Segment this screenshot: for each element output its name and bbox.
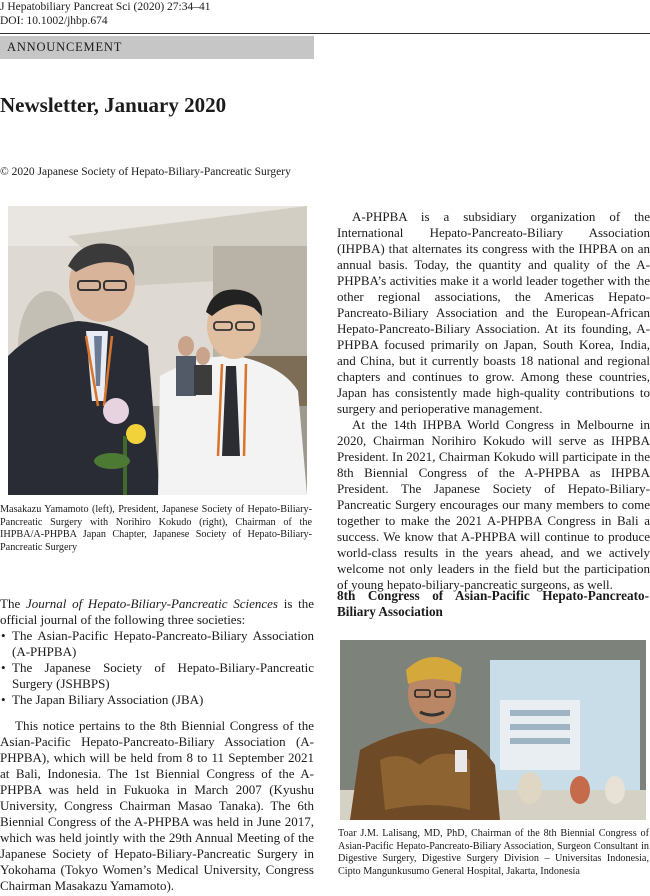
journal-citation: J Hepatobiliary Pancreat Sci (2020) 27:34–41 [0, 1, 211, 13]
journal-intro [0, 596, 314, 708]
congress-notice-paragraph: This notice pertains to the 8th Biennial Congress of the Asian-Pacific Hepato-Pancreato-Biliary Association (A-PHPBA), which will be held from 8 to 11 September 2021 at Bali, Indonesia. The 1st Biennial Congress of the A-PHPBA was held in Fukuoka in March 2007 (Kyushu University, Congress Chairman Masao Tanaka). The 6th Biennial Congress of the A-PHPBA was held in June 2017, which was held jointly with the 29th Annual Meeting of the Japanese Society of Hepato-Biliary-Pancreatic Surgery in Yokohama (Tokyo Women’s Medical University, Congress Chairman Masakazu Yamamoto). [0, 718, 314, 893]
list-item: • The Japanese Society of Hepato-Biliary-Pancreatic Surgery (JSHBPS) [0, 660, 314, 692]
photo-lalisang [340, 640, 646, 820]
figure2-caption: Toar J.M. Lalisang, MD, PhD, Chairman of the 8th Biennial Congress of Asian-Pacific Hepato-Pancreato-Biliary Association, Surgeon Consultant in Digestive Surgery, Digestive Surgery Division – Universitas Indonesia, Cipto Mangunkusumo General Hospital, Jakarta, Indonesia [338, 828, 649, 878]
figure1-caption: Masakazu Yamamoto (left), President, Japanese Society of Hepato-Biliary-Pancreatic Surgery with Norihiro Kokudo (right), Chairman of the IHPBA/A-PHPBA Japan Chapter, Japanese Society of Hepato-Biliary-Pancreatic Surgery [0, 504, 312, 554]
list-item: • The Japan Biliary Association (JBA) [0, 692, 314, 708]
page-title: Newsletter, January 2020 [0, 93, 227, 117]
right-column-text [337, 209, 650, 593]
doi: DOI: 10.1002/jhbp.674 [0, 15, 108, 27]
header-rule [0, 33, 650, 34]
intro-sentence [0, 596, 314, 628]
left-paragraph [0, 718, 314, 894]
list-item: • The Asian-Pacific Hepato-Pancreato-Biliary Association (A-PHPBA) [0, 628, 314, 660]
journal-name: Journal of Hepato-Biliary-Pancreatic Sciences [25, 596, 278, 611]
copyright-line: © 2020 Japanese Society of Hepato-Biliary-Pancreatic Surgery [0, 166, 291, 178]
intro-prefix: The [0, 596, 26, 611]
ihpba-paragraph: At the 14th IHPBA World Congress in Melbourne in 2020, Chairman Norihiro Kokudo will serve as IHPBA President. In 2021, Chairman Kokudo will participate in the 8th Biennial Congress of the A-PHPBA as IHPBA President. The Japanese Society of Hepato-Biliary-Pancreatic Surgery encourages our many members to come together to make the 2021 A-PHPBA Congress in Bali a success. We know that A-PHPBA will continue to produce world-class results in the years ahead, and we actively welcome not only leaders in the field but the participation of young hepato-biliary-pancreatic surgeons, as well. [337, 417, 650, 592]
intro-suffix: is the official journal of the following three societies: [0, 596, 314, 627]
subsection-title: 8th Congress of Asian-Pacific Hepato-Pancreato-Biliary Association [337, 588, 649, 619]
section-label: ANNOUNCEMENT [0, 36, 314, 59]
societies-list [0, 628, 314, 708]
photo-illustration [8, 206, 307, 495]
photo-illustration-2 [340, 640, 646, 820]
aphpba-paragraph: A-PHPBA is a subsidiary organization of the International Hepato-Pancreato-Biliary Association (IHPBA) that alternates its congress with the IHPBA on an annual basis. Today, the quantity and quality of the A-PHPBA’s activities make it a world leader together with the other regional associations, the Americas Hepato-Pancreato-Biliary Association and the European-African Hepato-Pancreato-Biliary Association. At its founding, A-PHPBA focused primarily on Japan, South Korea, India, and China, but it currently boasts 18 national and regional chapters and continues to grow. Among these countries, Japan has consistently made high-quality contributions to surgery and perioperative management. [337, 209, 650, 416]
photo-yamamoto-kokudo [8, 206, 307, 495]
